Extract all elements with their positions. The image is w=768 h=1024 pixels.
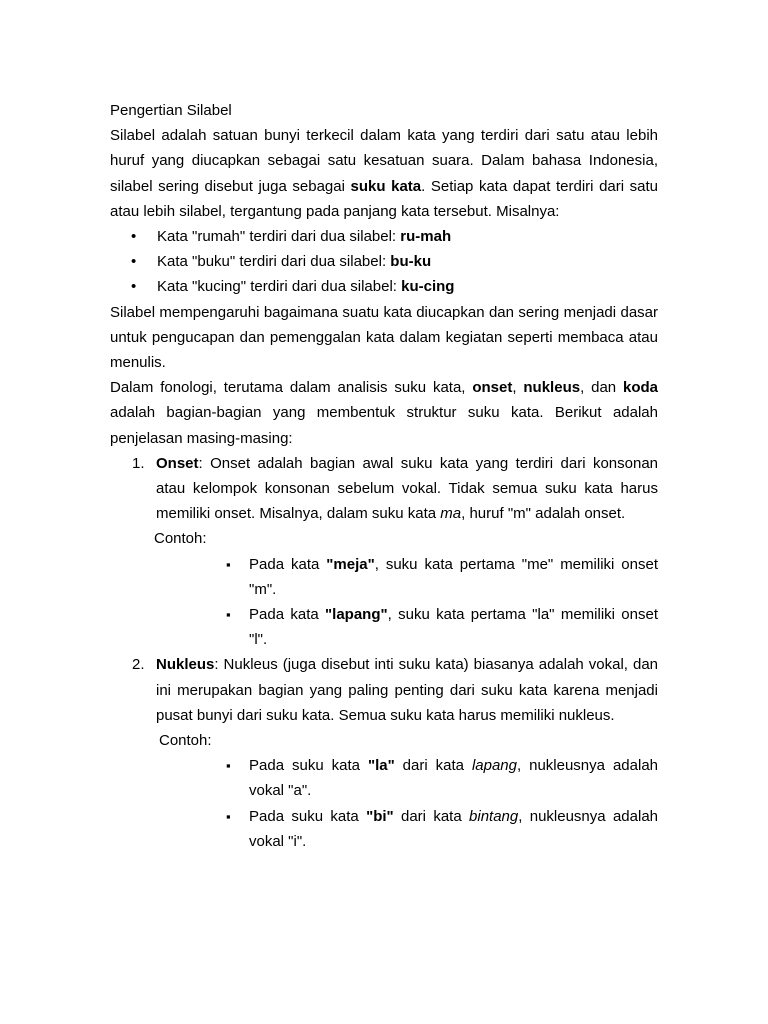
square-bullet-icon: ▪ bbox=[226, 607, 231, 623]
square-bullet-icon: ▪ bbox=[226, 808, 231, 824]
list-item: ▪ Pada kata "meja", suku kata pertama "me" memiliki onset "m". bbox=[249, 552, 658, 602]
bullet-icon: • bbox=[131, 253, 137, 271]
list-item: ▪ Pada suku kata "bi" dari kata bintang, nukleusnya adalah vokal "i". bbox=[249, 804, 658, 854]
nukleus-definition: Nukleus: Nukleus (juga disebut inti suku kata) biasanya adalah vokal, dan ini merupakan bagian yang paling penting dari suku kata karena menjadi pusat bunyi dari suku kata. Semua suku kata harus memiliki nukleus. bbox=[156, 656, 658, 724]
document-body bbox=[110, 98, 658, 854]
list-number: 1. bbox=[132, 454, 145, 472]
square-bullet-icon: ▪ bbox=[226, 758, 231, 774]
bullet-icon: • bbox=[131, 228, 137, 246]
list-item: • Kata "rumah" terdiri dari dua silabel: ru-mah bbox=[110, 224, 658, 249]
syllable-examples-list bbox=[110, 224, 658, 300]
bullet-icon: • bbox=[131, 278, 137, 296]
paragraph-phonology: Dalam fonologi, terutama dalam analisis suku kata, onset, nukleus, dan koda adalah bagian-bagian yang membentuk struktur suku kata. Berikut adalah penjelasan masing-masing: bbox=[110, 379, 659, 447]
page-title: Pengertian Silabel bbox=[110, 102, 232, 119]
list-item-nukleus bbox=[110, 652, 658, 854]
list-number: 2. bbox=[132, 656, 145, 674]
intro-paragraph: Silabel adalah satuan bunyi terkecil dalam kata yang terdiri dari satu atau lebih huruf yang diucapkan sebagai satu kesatuan suara. Dalam bahasa Indonesia, silabel sering disebut juga sebagai suku kata. Setiap kata dapat terdiri dari satu atau lebih silabel, tergantung pada panjang kata tersebut. Misalnya: bbox=[110, 127, 659, 220]
list-item: • Kata "buku" terdiri dari dua silabel: bu-ku bbox=[110, 249, 658, 274]
list-item: ▪ Pada suku kata "la" dari kata lapang, nukleusnya adalah vokal "a". bbox=[249, 753, 658, 803]
syllable-parts-list bbox=[110, 451, 658, 854]
square-bullet-icon: ▪ bbox=[226, 556, 231, 572]
example-label: Contoh: bbox=[159, 732, 212, 750]
list-item-onset bbox=[110, 451, 658, 653]
list-item: ▪ Pada kata "lapang", suku kata pertama "la" memiliki onset "l". bbox=[249, 602, 658, 652]
paragraph-pronunciation: Silabel mempengaruhi bagaimana suatu kata diucapkan dan sering menjadi dasar untuk pengucapan dan pemenggalan kata dalam kegiatan seperti membaca atau menulis. bbox=[110, 303, 658, 372]
onset-examples bbox=[156, 552, 658, 653]
example-label: Contoh: bbox=[154, 530, 207, 548]
onset-definition: Onset: Onset adalah bagian awal suku kata yang terdiri dari konsonan atau kelompok konsonan sebelum vokal. Tidak semua suku kata harus memiliki onset. Misalnya, dalam suku kata ma, huruf "m" adalah onset. bbox=[156, 454, 658, 523]
nukleus-examples bbox=[156, 753, 658, 854]
list-item: • Kata "kucing" terdiri dari dua silabel: ku-cing bbox=[110, 274, 658, 299]
